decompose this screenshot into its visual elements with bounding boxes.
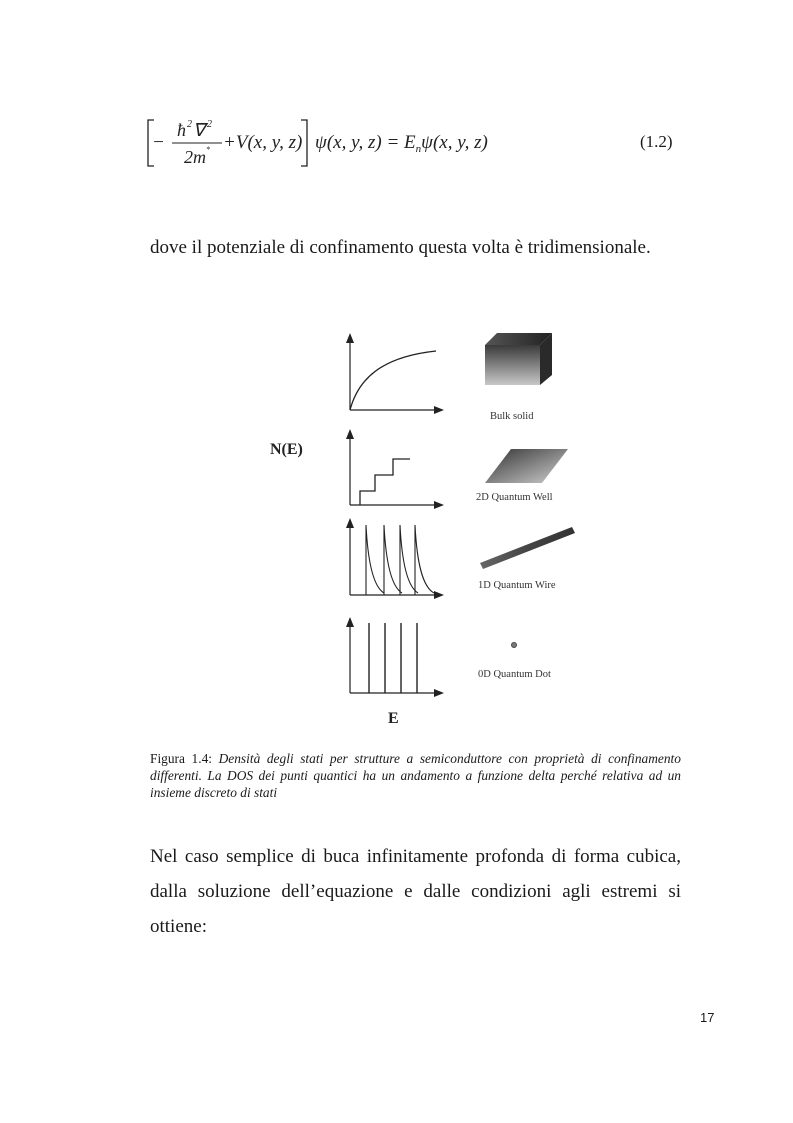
- caption-label: Figura 1.4:: [150, 751, 213, 766]
- panel-label-wire: 1D Quantum Wire: [478, 580, 556, 591]
- svg-text:2: 2: [207, 119, 212, 130]
- y-axis-label: N(E): [270, 441, 303, 458]
- panel-well-plot: [346, 429, 444, 509]
- svg-text:+V(x, y, z): +V(x, y, z): [223, 132, 303, 153]
- x-axis-label: E: [388, 710, 399, 727]
- paragraph-line: dalla soluzione dell’equazione e dalle condizioni agli estremi si: [150, 881, 681, 902]
- panel-dot-plot: [346, 617, 444, 697]
- equation-formula: [143, 112, 643, 174]
- page-number: 17: [700, 1010, 715, 1025]
- svg-text:*: *: [206, 145, 210, 154]
- panel-wire-plot: [346, 518, 444, 599]
- figure-caption: [150, 750, 681, 801]
- panel-label-dot: 0D Quantum Dot: [478, 669, 551, 680]
- bulk-solid-shape: [485, 333, 552, 385]
- dos-figure: [250, 325, 590, 735]
- panel-bulk-plot: [346, 333, 444, 414]
- quantum-wire-shape: [480, 527, 575, 569]
- paragraph-potential: dove il potenziale di confinamento questa volta è tridimensionale.: [150, 237, 651, 258]
- panel-label-bulk: Bulk solid: [490, 411, 534, 422]
- quantum-dot-shape: [511, 642, 516, 647]
- svg-text:ψ(x, y, z) = Enψ(x, y, z): ψ(x, y, $z) = E_n\psi(x$, y, z): [315, 132, 488, 155]
- quantum-well-shape: [485, 449, 568, 483]
- svg-text:∇: ∇: [193, 120, 206, 140]
- equation-number: (1.2): [640, 132, 673, 151]
- figure-1-4: [250, 325, 590, 735]
- paragraph-line: Nel caso semplice di buca infinitamente profonda di forma cubica,: [150, 846, 681, 867]
- svg-text:2: 2: [187, 119, 192, 130]
- svg-text:−: −: [152, 132, 165, 153]
- svg-text:2m: 2m: [184, 147, 206, 167]
- caption-text: Densità degli stati per strutture a semiconduttore con proprietà di confinamento differenti. La DOS dei punti quantici ha un andamento a funzione delta perché relativa ad un insieme discreto di stati: [150, 751, 681, 800]
- svg-text:ħ: ħ: [177, 120, 186, 140]
- paragraph-cubic-well: [150, 839, 681, 944]
- panel-label-well: 2D Quantum Well: [476, 492, 553, 503]
- equation-1-2: [143, 112, 703, 174]
- paragraph-line: ottiene:: [150, 916, 207, 937]
